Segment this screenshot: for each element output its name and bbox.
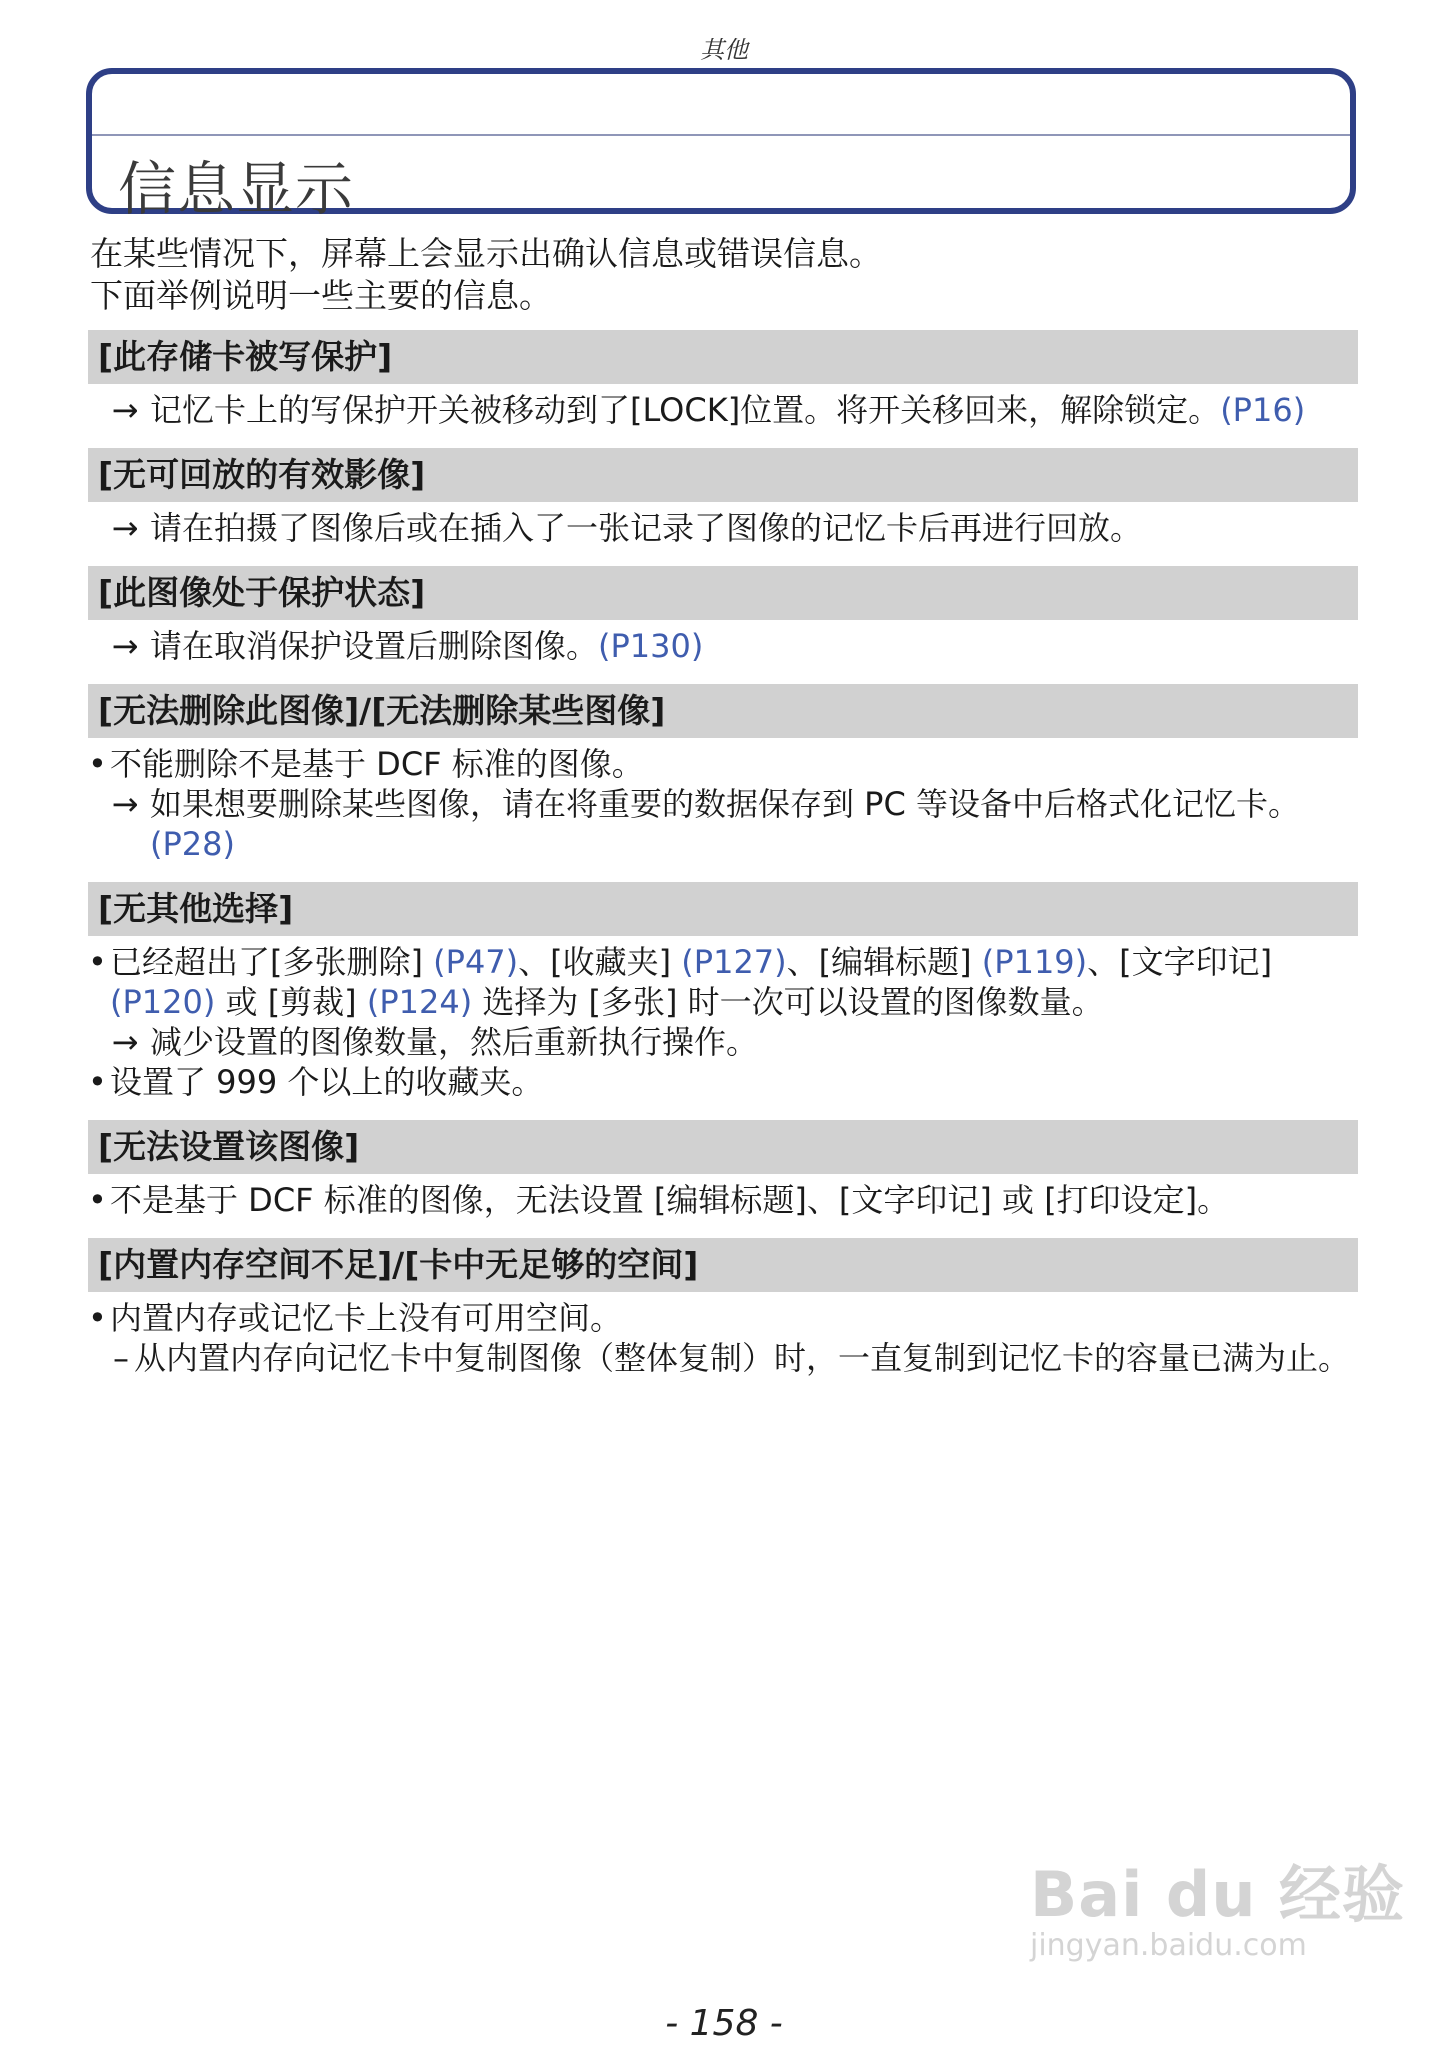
line-text (110, 942, 1358, 1022)
bullet-line (88, 1180, 1358, 1220)
line-text-part: 请在拍摄了图像后或在插入了一张记录了图像的记忆卡后再进行回放。 (150, 509, 1143, 547)
line-text-part: 记忆卡上的写保护开关被移动到了[LOCK]位置。将开关移回来，解除锁定。 (150, 391, 1221, 429)
message-title: [无可回放的有效影像] (88, 448, 1358, 502)
line-text (150, 1022, 1358, 1062)
line-text-part: 、[收藏夹] (518, 943, 682, 981)
arrow-icon: → (111, 509, 139, 547)
line-text (134, 1338, 1358, 1378)
line-text (150, 390, 1358, 430)
bullet-icon: • (88, 745, 107, 783)
line-text-part: 、[编辑标题] (786, 943, 982, 981)
page-reference-link[interactable]: (P120) (110, 983, 216, 1021)
message-section (88, 1238, 1358, 1378)
arrow-icon: → (111, 785, 139, 823)
page-title: 信息显示 (118, 155, 355, 223)
message-body (88, 384, 1358, 430)
line-text-part: 如果想要删除某些图像，请在将重要的数据保存到 PC 等设备中后格式化记忆卡。 (150, 785, 1300, 823)
line-text-part: 请在取消保护设置后删除图像。 (150, 627, 599, 665)
line-text-part: 不能删除不是基于 DCF 标准的图像。 (110, 745, 644, 783)
watermark-logo: Bai du 经验 (1030, 1858, 1406, 1931)
line-text (150, 784, 1358, 864)
arrow-icon: → (111, 627, 139, 665)
baidu-watermark (1030, 1845, 1405, 1963)
bullet-line (88, 1062, 1358, 1102)
message-section (88, 566, 1358, 666)
message-body (88, 620, 1358, 666)
line-text (110, 1180, 1358, 1220)
line-text-part: 、[文字印记] (1087, 943, 1273, 981)
message-section (88, 330, 1358, 430)
message-title: [无法删除此图像]/[无法删除某些图像] (88, 684, 1358, 738)
message-body (88, 936, 1358, 1102)
line-text (110, 744, 1358, 784)
page-reference-link[interactable]: (P16) (1220, 391, 1306, 429)
page-reference-link[interactable]: (P28) (150, 825, 235, 863)
line-text-part: 设置了 999 个以上的收藏夹。 (110, 1063, 544, 1101)
line-text-part: 从内置内存向记忆卡中复制图像（整体复制）时，一直复制到记忆卡的容量已满为止。 (134, 1339, 1351, 1377)
message-section (88, 684, 1358, 864)
message-body (88, 502, 1358, 548)
watermark-url: jingyan.baidu.com (1030, 1928, 1307, 1963)
dash-icon: – (113, 1339, 129, 1377)
bullet-line (88, 1298, 1358, 1338)
line-text-part: 已经超出了[多张删除] (110, 943, 434, 981)
intro-line: 在某些情况下，屏幕上会显示出确认信息或错误信息。 (90, 234, 882, 273)
bullet-line (88, 942, 1358, 1022)
page-number: - 158 - (665, 2003, 783, 2044)
intro-line: 下面举例说明一些主要的信息。 (90, 276, 552, 315)
page-reference-link[interactable]: (P47) (433, 943, 519, 981)
page-reference-link[interactable]: (P130) (598, 627, 704, 665)
message-title: [内置内存空间不足]/[卡中无足够的空间] (88, 1238, 1358, 1292)
chapter-label: 其他 (700, 36, 748, 64)
message-title: [此图像处于保护状态] (88, 566, 1358, 620)
title-box (86, 68, 1356, 223)
bullet-line (88, 744, 1358, 784)
arrow-icon: → (111, 1023, 139, 1061)
line-text-part: 不是基于 DCF 标准的图像，无法设置 [编辑标题]、[文字印记] 或 [打印设定]。 (110, 1181, 1230, 1219)
dash-line (88, 1338, 1358, 1378)
arrow-line (88, 390, 1358, 430)
line-text-part: 或 [剪裁] (215, 983, 367, 1021)
line-text (110, 1062, 1358, 1102)
bullet-icon: • (88, 1181, 107, 1219)
title-divider (92, 134, 1350, 136)
page-reference-link[interactable]: (P119) (981, 943, 1088, 981)
line-text-part: 减少设置的图像数量，然后重新执行操作。 (150, 1023, 759, 1061)
bullet-icon: • (88, 943, 107, 981)
line-text (150, 508, 1358, 548)
message-body (88, 1174, 1358, 1220)
message-title: [此存储卡被写保护] (88, 330, 1358, 384)
page-reference-link[interactable]: (P124) (366, 983, 473, 1021)
bullet-icon: • (88, 1299, 107, 1337)
arrow-icon: → (111, 391, 139, 429)
line-text (150, 626, 1358, 666)
message-section (88, 448, 1358, 548)
message-title: [无其他选择] (88, 882, 1358, 936)
intro-text (90, 233, 1350, 317)
line-text-part: 内置内存或记忆卡上没有可用空间。 (110, 1299, 623, 1337)
message-title: [无法设置该图像] (88, 1120, 1358, 1174)
page-reference-link[interactable]: (P127) (681, 943, 787, 981)
arrow-line (88, 508, 1358, 548)
line-text-part: 选择为 [多张] 时一次可以设置的图像数量。 (472, 983, 1104, 1021)
message-body (88, 738, 1358, 864)
message-section (88, 1120, 1358, 1220)
line-text (110, 1298, 1358, 1338)
message-body (88, 1292, 1358, 1378)
arrow-line (88, 1022, 1358, 1062)
arrow-line (88, 626, 1358, 666)
message-section (88, 882, 1358, 1102)
bullet-icon: • (88, 1063, 107, 1101)
arrow-line (88, 784, 1358, 864)
message-list (88, 330, 1358, 1396)
